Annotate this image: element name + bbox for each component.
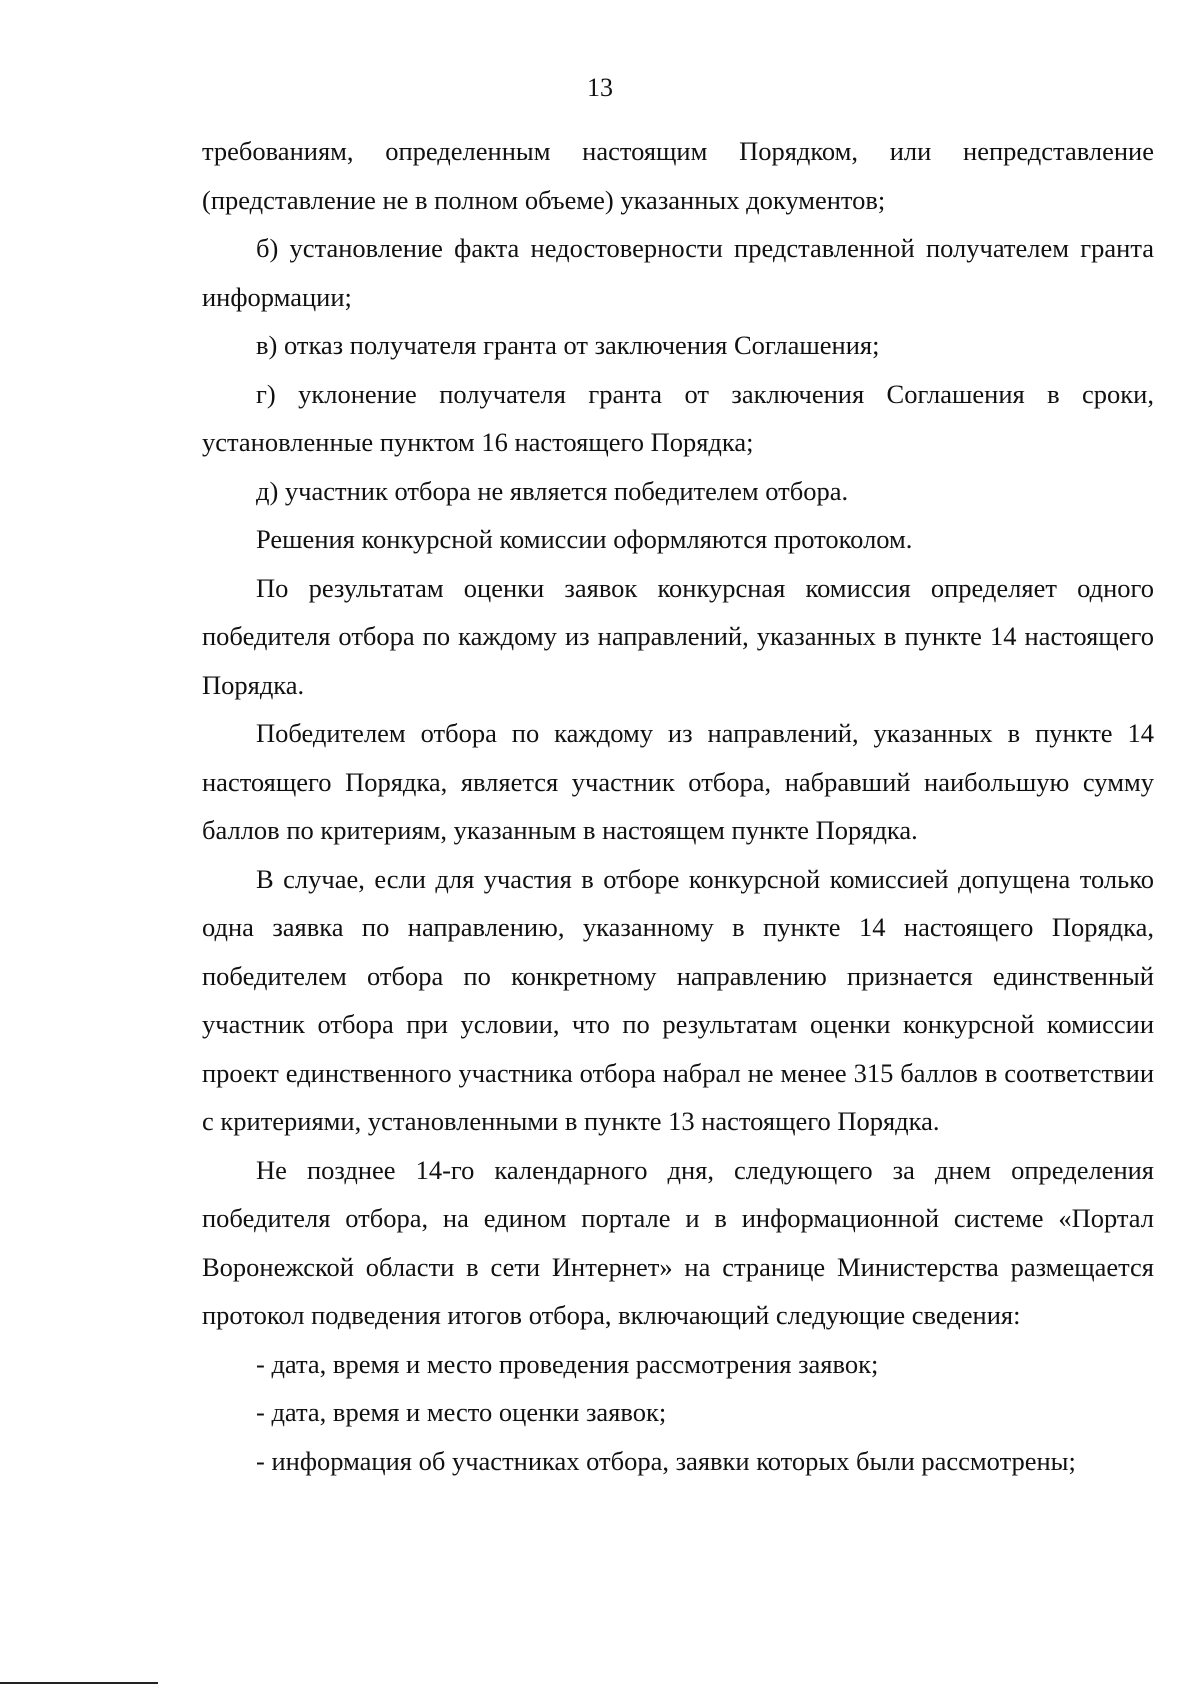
bullet-item-review: - дата, время и место проведения рассмотрения заявок; [256, 1348, 879, 1379]
list-item-b: б) установление факта недостоверности представленной получателем гранта информации; [202, 233, 1154, 312]
bullet-item-evaluation: - дата, время и место оценки заявок; [256, 1397, 667, 1427]
paragraph-publication: Не позднее 14-го календарного дня, следующего за днем определения победителя отбора, на едином портале и в информационной системе «Портал Воронежской области в сети Интернет» на странице Министерства размещается протокол подведения итогов отбора, включающий следующие сведения: [202, 1154, 1154, 1330]
footer-rule [0, 1682, 158, 1684]
document-body [202, 127, 1154, 1485]
paragraph-protocol: Решения конкурсной комиссии оформляются протоколом. [256, 524, 913, 554]
paragraph-single-application: В случае, если для участия в отборе конкурсной комиссией допущена только одна заявка по направлению, указанному в пункте 14 настоящего Порядка, победителем отбора по конкретному направлению признается единственный участник отбора при условии, что по результатам оценки конкурсной комиссии проект единственного участника отбора набрал не менее 315 баллов в соответствии с критериями, установленными в пункте 13 настоящего Порядка. [202, 863, 1154, 1136]
bullet-item-participants: - информация об участниках отбора, заявки которых были рассмотрены; [256, 1445, 1076, 1476]
list-item-g: г) уклонение получателя гранта от заключения Соглашения в сроки, установленные пунктом 16 настоящего Порядка; [202, 378, 1154, 457]
paragraph-continuation: требованиям, определенным настоящим Порядком, или непредставление (представление не в полном объеме) указанных документов; [202, 136, 1154, 215]
page-number: 13 [587, 73, 613, 102]
list-item-v: в) отказ получателя гранта от заключения Соглашения; [256, 330, 880, 360]
paragraph-winner: Победителем отбора по каждому из направлений, указанных в пункте 14 настоящего Порядка, является участник отбора, набравший наибольшую сумму баллов по критериям, указанным в настоящем пункте Порядка. [202, 718, 1154, 845]
paragraph-results: По результатам оценки заявок конкурсная комиссия определяет одного победителя отбора по каждому из направлений, указанных в пункте 14 настоящего Порядка. [202, 572, 1154, 700]
list-item-d: д) участник отбора не является победителем отбора. [256, 475, 849, 506]
